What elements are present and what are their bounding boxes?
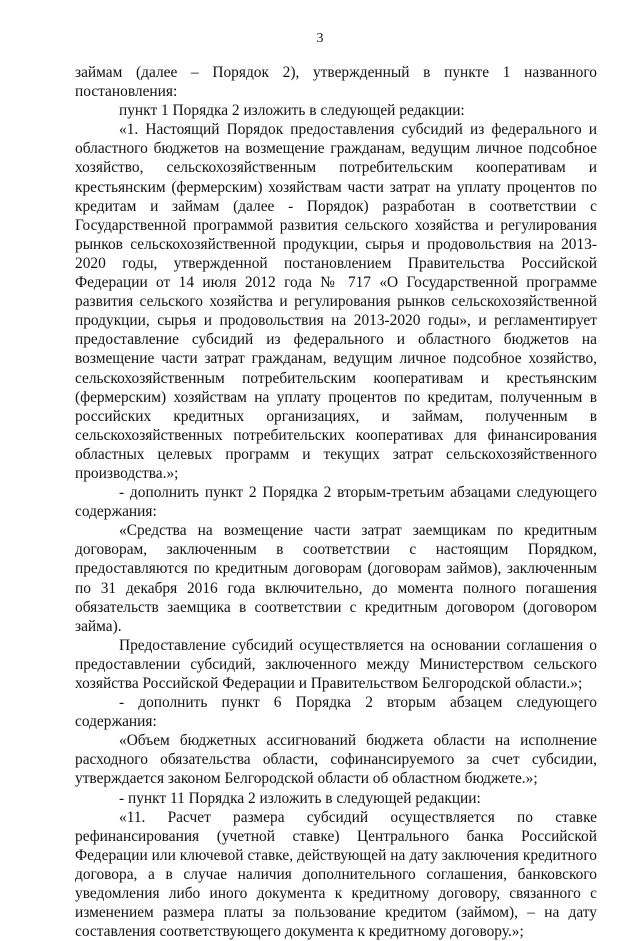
paragraph-item-6-intro: - дополнить пункт 6 Порядка 2 вторым абзацем следующего содержания: [75, 694, 597, 731]
paragraph-item-1-text: «1. Настоящий Порядок предоставления субсидий из федерального и областного бюджетов на возмещение гражданам, ведущим личное подсобное хозяйство, сельскохозяйственным потребительским кооперативам и крестьянским (фермерским) хозяйствам части затрат на уплату процентов по кредитам и займам (далее - Порядок) разработан в соответствии с Государственной программой развития сельского хозяйства и регулирования рынков сельскохозяйственной продукции, сырья и продовольствия на 2013-2020 годы, утвержденной постановлением Правительства Российской Федерации от 14 июля 2012 года № 717 «О Государственной программе развития сельского хозяйства и регулирования рынков сельскохозяйственной продукции, сырья и продовольствия на 2013-2020 годы», и регламентирует предоставление субсидий из федерального и областного бюджетов на возмещение части затрат гражданам, ведущим личное подсобное хозяйство, сельскохозяйственным потребительским кооперативам и крестьянским (фермерским) хозяйствам на уплату процентов по кредитам, полученным в российских кредитных организациях, и займам, полученным в сельскохозяйственных потребительских кооперативах для финансирования областных целевых программ и текущих затрат сельскохозяйственного производства.»; [75, 121, 597, 482]
page-number: 3 [316, 31, 324, 46]
paragraph-item-2-text-b: Предоставление субсидий осуществляется на основании соглашения о предоставлении субсидий, заключенного между Министерством сельского хозяйства Российской Федерации и Правительством Белгородской области.»; [75, 636, 597, 692]
paragraph-item-6-text: «Объем бюджетных ассигнований бюджета области на исполнение расходного обязательства области, софинансируемого за счет субсидии, утверждается законом Белгородской области об областном бюджете.»; [75, 732, 597, 788]
paragraph-item-2-text-a: «Средства на возмещение части затрат заемщикам по кредитным договорам, заключенным в соответствии с настоящим Порядком, предоставляются по кредитным договорам (договорам займов), заключенным по 31 декабря 2016 года включительно, до момента полного погашения обязательств заемщика в соответствии с кредитным договором (договором займа). [75, 522, 597, 635]
paragraph-item-11-text: «11. Расчет размера субсидий осуществляется по ставке рефинансирования (учетной ставке) Центрального банка Российской Федерации или ключевой ставке, действующей на дату заключения кредитного договора, а в случае наличия дополнительного соглашения, банковского уведомления либо иного документа к кредитному договору, связанного с изменением размера платы за пользование кредитом (займом), – на дату составления соответствующего документа к кредитному договору.»; [75, 808, 597, 941]
paragraph-continuation: займам (далее – Порядок 2), утвержденный в пункте 1 названного постановления: [75, 64, 597, 101]
paragraph-item-2-intro: - дополнить пункт 2 Порядка 2 вторым-третьим абзацами следующего содержания: [75, 484, 597, 521]
document-body [75, 63, 597, 941]
paragraph-item-1-intro: пункт 1 Порядка 2 изложить в следующей редакции: [119, 102, 465, 120]
paragraph-item-11-intro: - пункт 11 Порядка 2 изложить в следующей редакции: [119, 789, 481, 807]
